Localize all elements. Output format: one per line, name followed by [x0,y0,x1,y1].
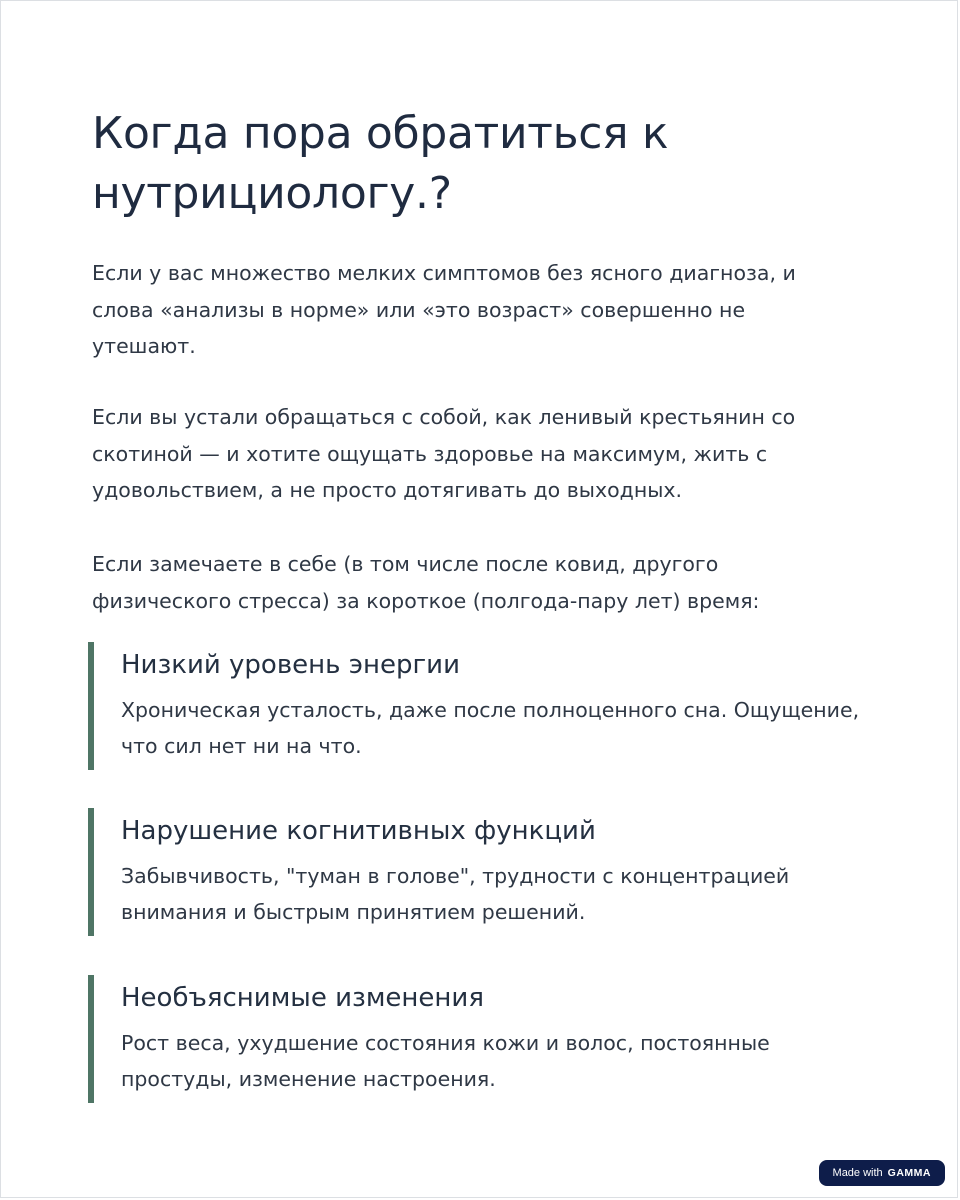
symptom-title: Нарушение когнитивных функций [121,816,596,846]
page-title: Когда пора обратиться к нутрициологу.? [92,108,669,219]
symptom-block-changes [88,975,878,1103]
symptom-description: Забывчивость, "туман в голове", трудности с концентрацией внимания и быстрым принятием решений. [121,864,790,924]
symptom-description: Хроническая усталость, даже после полноценного сна. Ощущение, что сил нет ни на что. [121,698,860,758]
symptom-title: Низкий уровень энергии [121,650,460,680]
intro-paragraph-2: Если вы устали обращаться с собой, как ленивый крестьянин со скотиной — и хотите ощущать здоровье на максимум, жить с удовольствием, а не просто дотягивать до выходных. [92,405,796,502]
symptom-block-energy [88,642,878,770]
symptom-description: Рост веса, ухудшение состояния кожи и волос, постоянные простуды, изменение настроения. [121,1031,770,1091]
symptom-block-cognitive [88,808,878,936]
intro-paragraph-3: Если замечаете в себе (в том числе после ковид, другого физического стресса) за короткое (полгода-пару лет) время: [92,552,760,613]
intro-paragraph-1: Если у вас множество мелких симптомов без ясного диагноза, и слова «анализы в норме» или «это возраст» совершенно не утешают. [92,261,796,358]
badge-prefix: Made with [832,1167,883,1179]
symptom-title: Необъяснимые изменения [121,983,484,1013]
gamma-logo-text: GAMMA [887,1167,931,1179]
made-with-gamma-badge[interactable] [819,1160,945,1186]
